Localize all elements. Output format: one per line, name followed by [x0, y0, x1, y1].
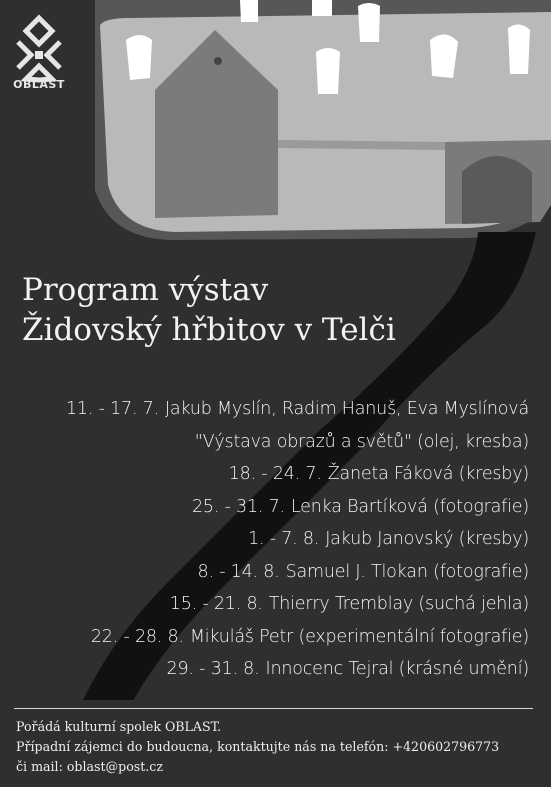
gravestone — [312, 0, 332, 16]
program-date: 22. - 28. 8. — [90, 626, 184, 647]
program-text: Mikuláš Petr (experimentální fotografie) — [189, 626, 529, 647]
gravestone — [240, 0, 258, 22]
gravestone — [430, 34, 458, 78]
gate-arch — [462, 156, 532, 224]
program-item — [9, 556, 529, 589]
program-text: Žaneta Fáková (kresby) — [327, 464, 529, 484]
program-item — [9, 621, 529, 654]
footer-divider — [14, 708, 533, 709]
program-item — [9, 393, 529, 426]
program-text: Thierry Tremblay (suchá jehla) — [268, 594, 529, 614]
organizer-line: Pořádá kulturní spolek OBLAST. — [16, 719, 222, 734]
program-text: Jakub Janovský (kresby) — [325, 529, 529, 549]
gravestone — [126, 35, 152, 80]
program-item — [9, 491, 529, 524]
title-line-1: Program výstav — [22, 272, 269, 308]
program-date: 18. - 24. 7. — [228, 464, 322, 484]
program-text: Samuel J. Tlokan (fotografie) — [285, 561, 529, 582]
program-text: Innocenc Tejral (krásné umění) — [265, 659, 529, 679]
page-title — [22, 270, 396, 350]
program-item — [9, 458, 529, 491]
program-text: Lenka Bartíková (fotografie) — [290, 496, 529, 517]
footer — [16, 717, 499, 777]
exhibition-program — [9, 393, 529, 686]
program-item — [9, 653, 529, 686]
program-date: 1. - 7. 8. — [248, 529, 320, 549]
program-item — [9, 523, 529, 556]
program-text: Jakub Myslín, Radim Hanuš, Eva Myslínová — [164, 399, 529, 419]
program-date: 25. - 31. 7. — [191, 496, 285, 517]
program-item — [9, 426, 529, 459]
hall-window — [214, 57, 222, 65]
program-text: "Výstava obrazů a světů" (olej, kresba) — [194, 431, 529, 452]
gravestone — [316, 48, 340, 94]
contact-phone-line: Případní zájemci do budoucna, kontaktujte nás na telefón: +420602796773 — [16, 739, 500, 754]
title-line-2: Židovský hřbitov v Telči — [22, 312, 396, 348]
program-date: 8. - 14. 8. — [197, 561, 280, 582]
program-date: 11. - 17. 7. — [66, 399, 159, 419]
program-date: 29. - 31. 8. — [166, 659, 260, 679]
program-item — [9, 588, 529, 621]
gravestone — [358, 3, 380, 42]
logo-text: OBLAST — [13, 78, 65, 91]
contact-mail-line: či mail: oblast@post.cz — [16, 759, 163, 774]
program-date: 15. - 21. 8. — [169, 594, 263, 614]
gravestone — [508, 24, 530, 74]
